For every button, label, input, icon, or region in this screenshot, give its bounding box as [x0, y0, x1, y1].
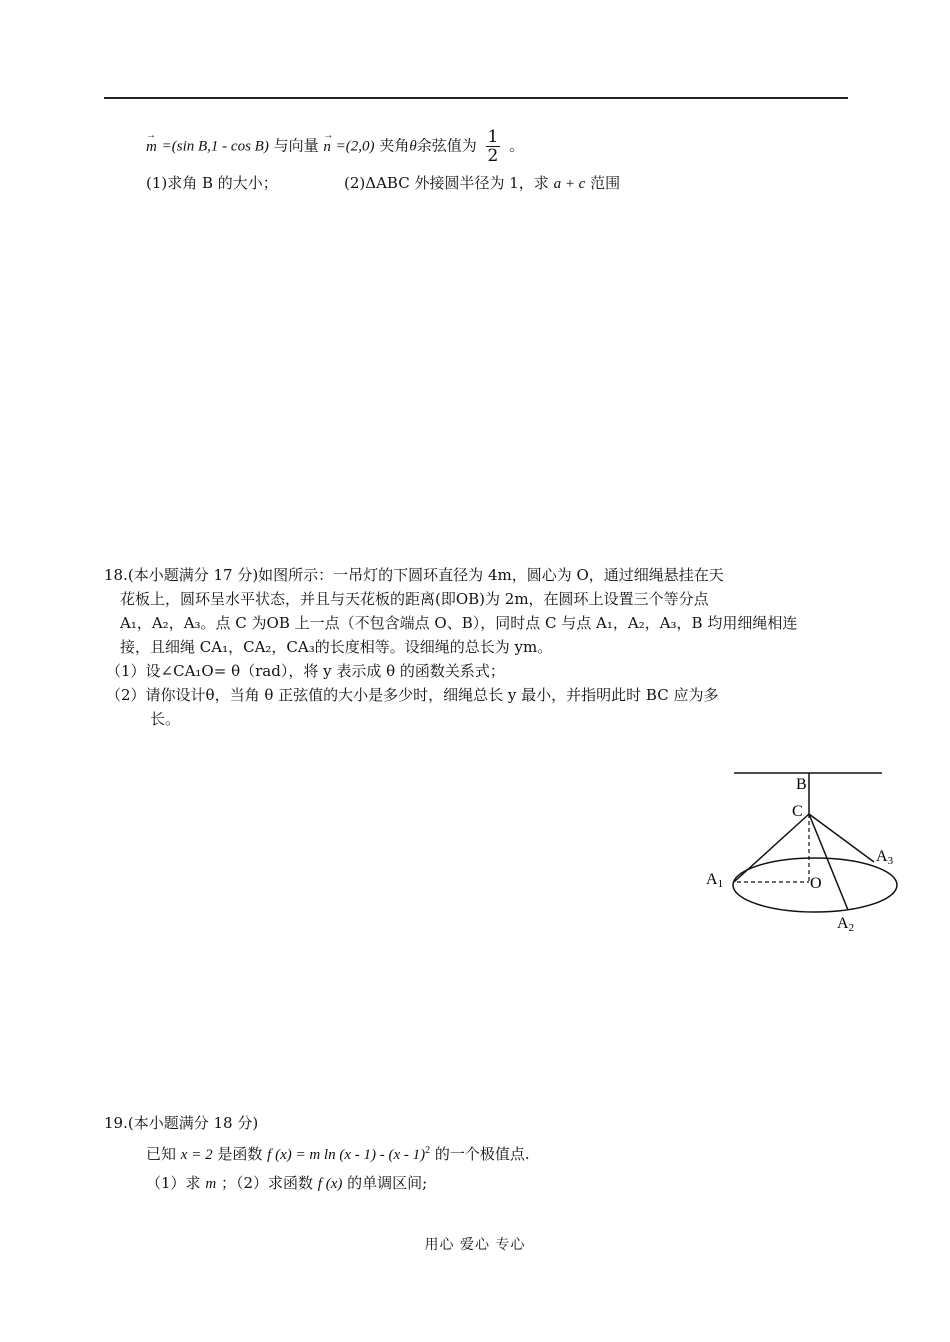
q18-line-2: 花板上，圆环呈水平状态，并且与天花板的距离(即OB)为 2m，在圆环上设置三个等分点 — [120, 590, 709, 608]
label-a1: A1 — [706, 871, 724, 890]
q18-line-1: 18.(本小题满分 17 分)如图所示：一吊灯的下圆环直径为 4m，圆心为 O，通过细绳悬挂在天 — [104, 566, 724, 584]
vector-m-expr: =(sin B,1 - cos B) — [161, 138, 269, 155]
q19-fx-symbol: f (x) — [317, 1176, 343, 1192]
label-c: C — [792, 803, 803, 820]
q19-known-text: 已知 — [146, 1145, 177, 1163]
q17-condition-line — [146, 128, 524, 165]
label-o: O — [810, 875, 822, 892]
period: 。 — [509, 136, 525, 155]
q19-x-value: x = 2 — [180, 1147, 213, 1163]
q19-line-1: 19.(本小题满分 18 分) — [104, 1114, 259, 1132]
fraction-denominator: 2 — [487, 146, 499, 166]
q18-part2: （2）请你设计θ，当角 θ 正弦值的大小是多少时，细绳总长 y 最小，并指明此时 BC 应为多 — [106, 686, 719, 704]
fraction-numerator: 1 — [487, 127, 499, 147]
rope-ca1 — [734, 814, 809, 882]
q18-part1: （1）设∠CA₁O= θ（rad），将 y 表示成 θ 的函数关系式； — [106, 662, 505, 680]
q18-line-4: 接，且细绳 CA₁，CA₂，CA₃的长度相等。设细绳的总长为 ym。 — [120, 638, 553, 656]
q19-function-expr: f (x) = m ln (x - 1) - (x - 1) — [267, 1147, 426, 1163]
fraction-one-half — [486, 128, 501, 165]
header-rule — [104, 97, 848, 99]
label-a3: A3 — [876, 848, 894, 867]
q19-line-3 — [146, 1172, 427, 1195]
q18-line-3: A₁，A₂，A₃。点 C 为OB 上一点（不包含端点 O、B），同时点 C 与点 A₁，A₂，A₃，B 均用细绳相连 — [120, 614, 798, 632]
q19-function-text: 是函数 — [217, 1145, 263, 1163]
q19-m-symbol: m — [205, 1176, 217, 1192]
angle-text: 夹角 — [379, 136, 410, 155]
vector-n-expr: =(2,0) — [335, 138, 375, 155]
vector-m: → m — [146, 136, 157, 158]
theta-symbol: θ — [409, 138, 417, 155]
q19-exponent: 2 — [425, 1145, 431, 1156]
chandelier-figure — [700, 760, 910, 940]
q17-part2 — [344, 172, 620, 195]
q19-extreme-text: 的一个极值点. — [434, 1145, 530, 1163]
label-a2: A2 — [837, 915, 855, 934]
page-footer: 用心 爱心 专心 — [424, 1237, 526, 1253]
q19-line-2 — [146, 1140, 530, 1166]
q17-part2-post: 范围 — [590, 174, 621, 192]
cos-text: 余弦值为 — [416, 136, 477, 155]
q19-part2-post: 的单调区间; — [347, 1174, 428, 1192]
q17-part2-text: (2)ΔABC 外接圆半径为 1，求 — [344, 174, 549, 192]
q19-part1-text: （1）求 — [146, 1174, 201, 1192]
q17-part2-expr: a + c — [553, 176, 586, 192]
label-b: B — [796, 776, 807, 793]
q18-part2-cont: 长。 — [150, 710, 181, 728]
vector-n: → n — [323, 136, 331, 158]
q17-part1: (1)求角 B 的大小； — [146, 174, 278, 192]
with-vector-text: 与向量 — [273, 136, 319, 155]
q19-part2-text: ；（2）求函数 — [220, 1174, 313, 1192]
